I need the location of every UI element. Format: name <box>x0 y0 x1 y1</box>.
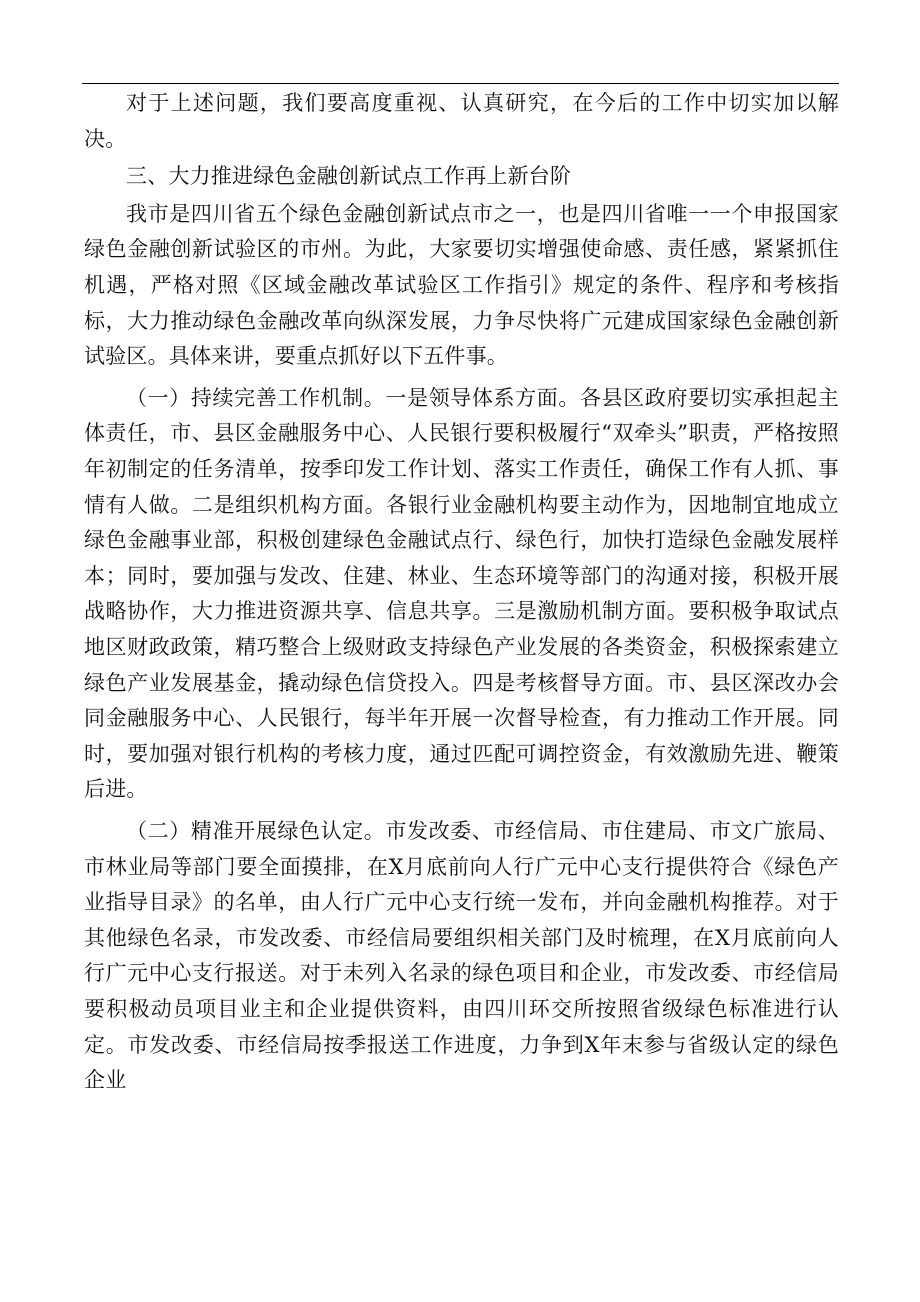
paragraph-conclusion: 对于上述问题，我们要高度重视、认真研究，在今后的工作中切实加以解决。 <box>84 91 839 151</box>
paragraph-item-1: （一）持续完善工作机制。一是领导体系方面。各县区政府要切实承担起主体责任，市、县区金融服务中心、人民银行要积极履行“双牵头”职责，严格按照年初制定的任务清单，按季印发工作计划、落实工作责任，确保工作有人抓、事情有人做。二是组织机构方面。各银行业金融机构要主动作为，因地制宜地成立绿色金融事业部，积极创建绿色金融试点行、绿色行，加快打造绿色金融发展样本；同时，要加强与发改、住建、林业、生态环境等部门的沟通对接，积极开展战略协作，大力推进资源共享、信息共享。三是激励机制方面。要积极争取试点地区财政政策，精巧整合上级财政支持绿色产业发展的各类资金，积极探索建立绿色产业发展基金，撬动绿色信贷投入。四是考核督导方面。市、县区深改办会同金融服务中心、人民银行，每半年开展一次督导检查，有力推动工作开展。同时，要加强对银行机构的考核力度，通过匹配可调控资金，有效激励先进、鞭策后进。 <box>84 385 839 802</box>
document-body <box>84 86 839 1099</box>
section-heading-3: 三、大力推进绿色金融创新试点工作再上新台阶 <box>126 164 572 189</box>
header-rule <box>82 83 839 84</box>
paragraph-item-2: （二）精准开展绿色认定。市发改委、市经信局、市住建局、市文广旅局、市林业局等部门要全面摸排，在X月底前向人行广元中心支行提供符合《绿色产业指导目录》的名单，由人行广元中心支行统一发布，并向金融机构推荐。对于其他绿色名录，市发改委、市经信局要组织相关部门及时梳理，在X月底前向人行广元中心支行报送。对于未列入名录的绿色项目和企业，市发改委、市经信局要积极动员项目业主和企业提供资料，由四川环交所按照省级绿色标准进行认定。市发改委、市经信局按季报送工作进度，力争到X年末参与省级认定的绿色企业 <box>84 818 839 1093</box>
paragraph-intro: 我市是四川省五个绿色金融创新试点市之一，也是四川省唯一一个申报国家绿色金融创新试验区的市州。为此，大家要切实增强使命感、责任感，紧紧抓住机遇，严格对照《区域金融改革试验区工作指引》规定的条件、程序和考核指标，大力推动绿色金融改革向纵深发展，力争尽快将广元建成国家绿色金融创新试验区。具体来讲，要重点抓好以下五件事。 <box>84 201 839 369</box>
